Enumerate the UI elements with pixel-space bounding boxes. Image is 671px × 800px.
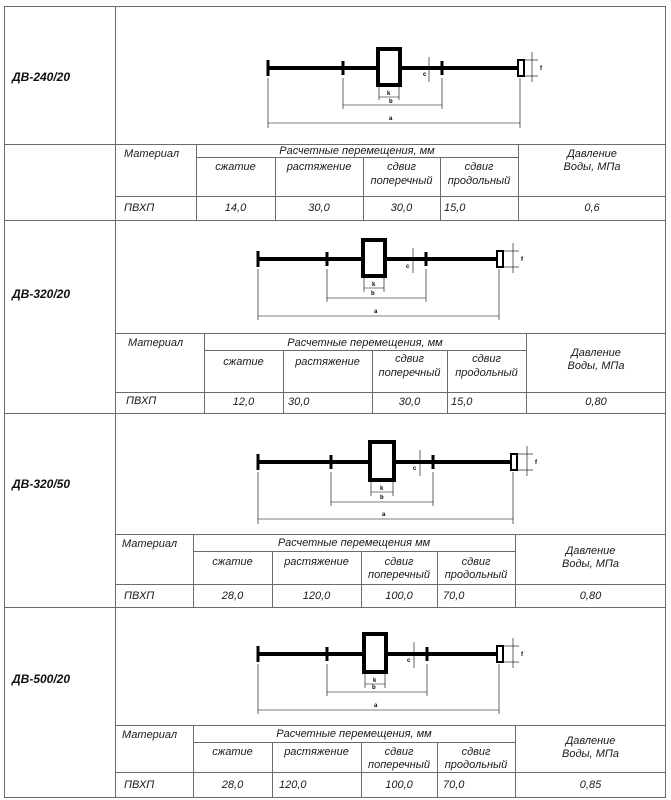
profile-drawing	[258, 240, 519, 320]
shift-longitudinal-header-line2: продольный	[444, 759, 508, 771]
profile-drawing	[258, 442, 533, 524]
material-header: Материал	[122, 729, 178, 741]
compression-value: 28,0	[221, 590, 244, 602]
tension-value: 120,0	[279, 779, 307, 791]
product-code: ДВ-240/20	[12, 70, 71, 84]
shift-longitudinal-header-line2: продольный	[444, 569, 508, 581]
product-code: ДВ-320/20	[12, 287, 71, 301]
movements-header: Расчетные перемещения мм	[277, 537, 431, 549]
material-header: Материал	[128, 337, 184, 349]
pressure-header-line2: Воды, МПа	[562, 748, 619, 760]
dim-k-label: k	[387, 91, 391, 97]
shift-transverse-header-line1: сдвиг	[387, 161, 416, 173]
pressure-value: 0,6	[584, 202, 600, 214]
pressure-header-line1: Давление	[567, 148, 617, 160]
longitudinal-value: 15,0	[451, 396, 473, 408]
longitudinal-value: 15,0	[444, 202, 466, 214]
profile-drawing	[258, 634, 519, 714]
shift-transverse-header-line1: сдвиг	[384, 746, 414, 758]
section-divider	[4, 413, 666, 414]
compression-value: 12,0	[232, 396, 255, 408]
pressure-header-line2: Воды, МПа	[562, 558, 619, 570]
dim-k-label: k	[380, 486, 384, 492]
compression-header: сжатие	[212, 556, 253, 568]
dim-c-label: c	[407, 658, 411, 664]
dim-b-label: b	[389, 99, 393, 105]
code-column-divider	[115, 608, 116, 798]
code-column-divider	[115, 6, 116, 220]
dim-f-label: f	[540, 66, 542, 72]
compression-value: 14,0	[224, 202, 247, 214]
frame-bottom	[4, 797, 666, 798]
material-header: Материал	[124, 148, 180, 160]
tension-header: растяжение	[295, 356, 360, 368]
dim-c-label: c	[413, 466, 417, 472]
tension-value: 30,0	[288, 396, 310, 408]
movements-header: Расчетные перемещения, мм	[279, 145, 435, 157]
shift-transverse-header-line1: сдвиг	[384, 556, 414, 568]
transverse-value: 30,0	[398, 396, 421, 408]
tension-header: растяжение	[284, 746, 349, 758]
product-code: ДВ-320/50	[12, 477, 71, 491]
section-divider	[4, 607, 666, 608]
subheader-rule	[196, 157, 518, 158]
material-value: ПВХП	[126, 395, 157, 407]
row-rule	[115, 196, 666, 197]
dim-a-label: a	[374, 309, 378, 315]
row-rule	[115, 584, 666, 585]
profile-drawing	[268, 49, 538, 128]
shift-longitudinal-header-line1: сдвиг	[464, 161, 494, 173]
tension-value: 120,0	[302, 590, 331, 602]
row-rule	[115, 772, 666, 773]
longitudinal-value: 70,0	[443, 779, 465, 791]
pressure-header-line1: Давление	[571, 347, 621, 359]
diagram-bottom-rule	[115, 333, 666, 334]
material-value: ПВХП	[124, 590, 155, 602]
diagram-bottom-rule	[115, 534, 666, 535]
transverse-value: 100,0	[385, 779, 413, 791]
compression-value: 28,0	[221, 779, 244, 791]
shift-longitudinal-header-line1: сдвиг	[461, 746, 491, 758]
pressure-value: 0,80	[579, 590, 602, 602]
shift-longitudinal-header-line2: продольный	[455, 367, 518, 379]
shift-transverse-header-line2: поперечный	[368, 569, 430, 581]
dim-a-label: a	[382, 512, 386, 518]
dim-b-label: b	[380, 495, 384, 501]
pressure-value: 0,85	[579, 779, 602, 791]
material-value: ПВХП	[124, 779, 155, 791]
shift-longitudinal-header-line1: сдвиг	[472, 353, 501, 365]
shift-longitudinal-header-line1: сдвиг	[461, 556, 491, 568]
compression-header: сжатие	[223, 356, 264, 368]
code-column-divider	[115, 414, 116, 607]
dim-c-label: c	[406, 264, 410, 270]
material-value: ПВХП	[124, 202, 155, 214]
pressure-value: 0,80	[585, 396, 607, 408]
dim-b-label: b	[371, 291, 375, 297]
subheader-rule	[193, 742, 515, 743]
section-divider	[4, 220, 666, 221]
dim-b-label: b	[372, 685, 376, 691]
frame-top	[4, 6, 666, 7]
transverse-value: 100,0	[385, 590, 413, 602]
shift-longitudinal-header-line2: продольный	[447, 175, 511, 187]
diagram-bottom-rule	[115, 725, 666, 726]
longitudinal-value: 70,0	[443, 590, 465, 602]
code-column-divider	[115, 221, 116, 413]
tension-value: 30,0	[308, 202, 330, 214]
subheader-rule	[204, 350, 526, 351]
shift-transverse-header-line2: поперечный	[368, 759, 430, 771]
dim-k-label: k	[372, 282, 376, 288]
pressure-header-line1: Давление	[565, 735, 616, 747]
product-code: ДВ-500/20	[12, 672, 71, 686]
movements-header: Расчетные перемещения, мм	[276, 728, 432, 740]
pressure-header-line1: Давление	[565, 545, 616, 557]
dim-k-label: k	[373, 678, 377, 684]
shift-transverse-header-line2: поперечный	[370, 175, 433, 187]
transverse-value: 30,0	[390, 202, 413, 214]
movements-header: Расчетные перемещения, мм	[287, 337, 443, 349]
tension-header: растяжение	[286, 161, 352, 173]
dim-f-label: f	[535, 460, 537, 466]
pressure-header-line2: Воды, МПа	[563, 161, 621, 173]
subheader-rule	[193, 551, 515, 552]
row-rule	[115, 392, 666, 393]
dim-f-label: f	[521, 652, 523, 658]
material-header: Материал	[122, 538, 178, 550]
shift-transverse-header-line1: сдвиг	[395, 353, 424, 365]
dim-a-label: a	[374, 703, 378, 709]
dim-f-label: f	[521, 257, 523, 263]
dim-c-label: c	[423, 72, 427, 78]
dim-a-label: a	[389, 116, 393, 122]
pressure-header-line2: Воды, МПа	[567, 360, 625, 372]
tension-header: растяжение	[284, 556, 349, 568]
shift-transverse-header-line2: поперечный	[378, 367, 441, 379]
compression-header: сжатие	[212, 746, 253, 758]
frame-left	[4, 6, 5, 798]
compression-header: сжатие	[215, 161, 256, 173]
